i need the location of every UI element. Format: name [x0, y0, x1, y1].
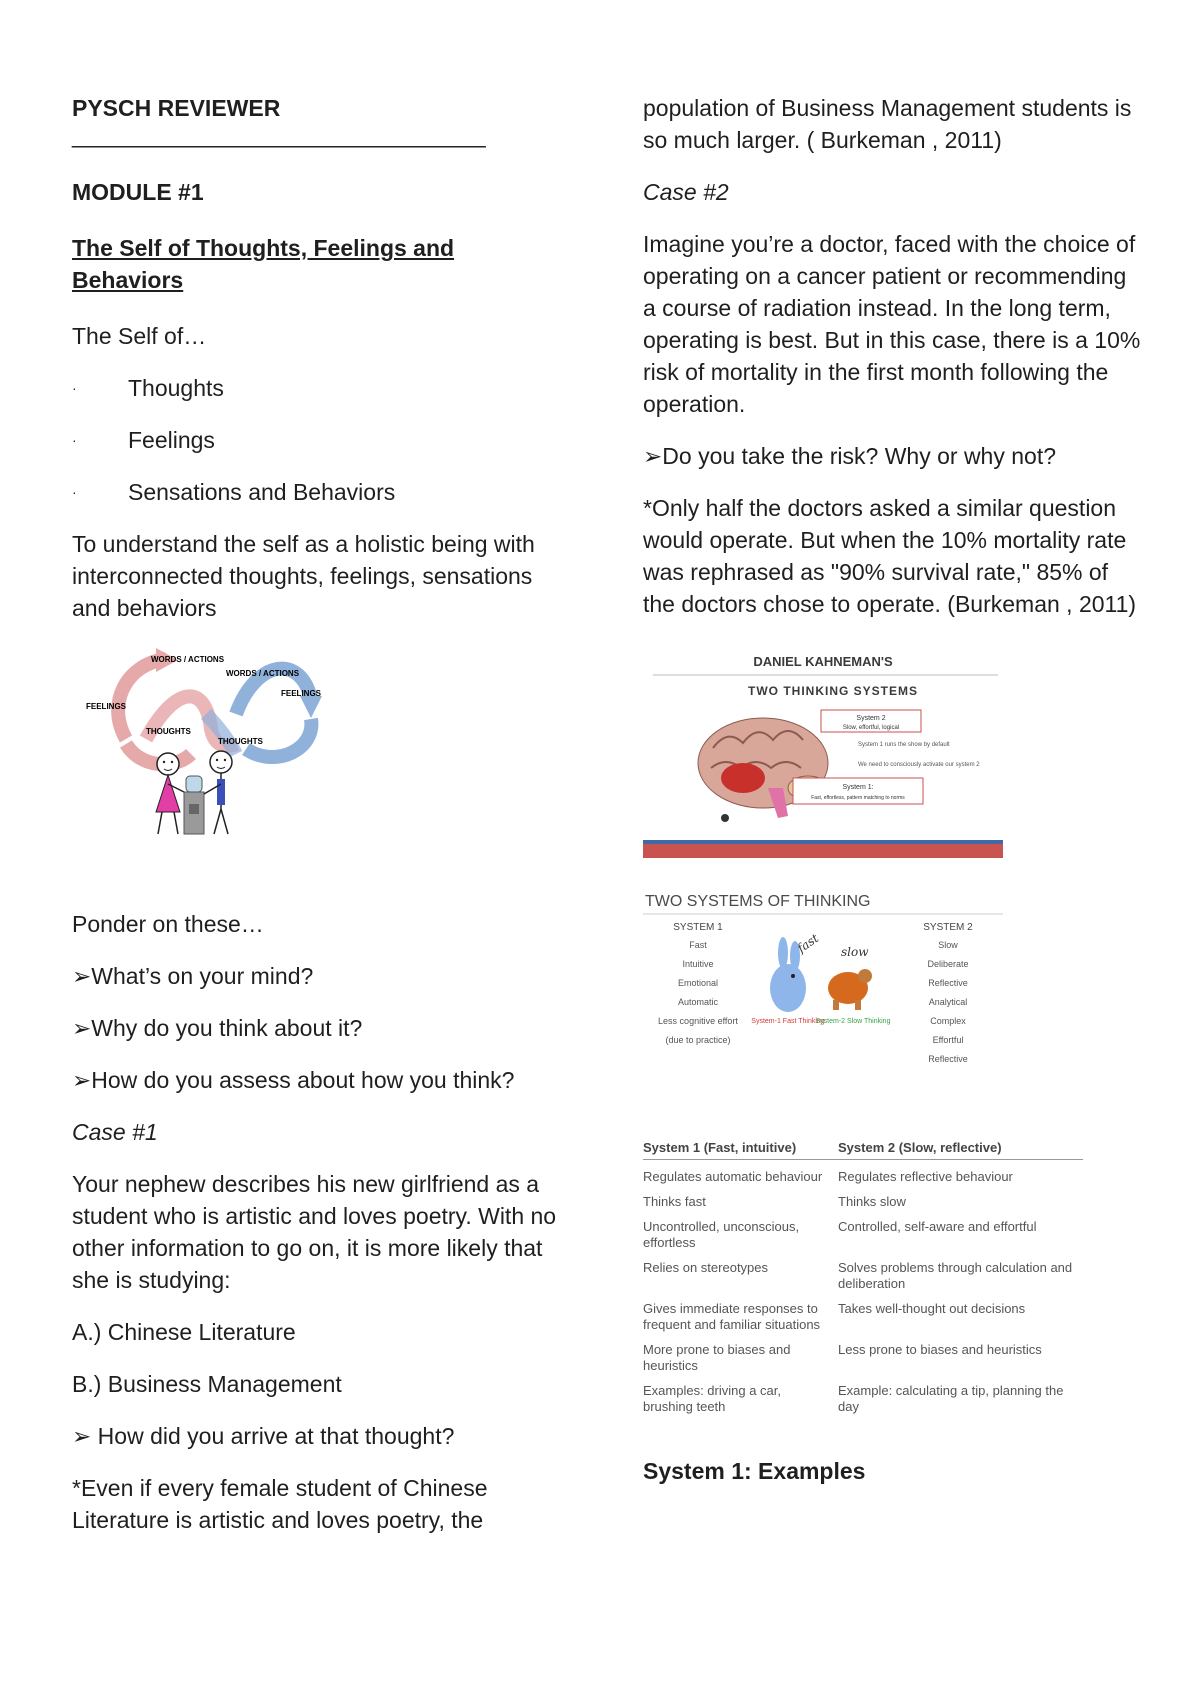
system2-trait: Deliberate: [927, 959, 969, 969]
thoughts-label: THOUGHTS: [218, 737, 263, 746]
table-cell: Thinks slow: [838, 1194, 906, 1209]
two-systems-figure: [643, 888, 1003, 1088]
case1-paragraph: Your nephew describes his new girlfriend as a student who is artistic and loves poetry. With no other information to go on, it is more likely that she is studying:: [72, 1171, 557, 1293]
banner-red: [643, 844, 1003, 858]
feelings-label: FEELINGS: [281, 689, 322, 698]
fast-word: fast: [794, 931, 822, 956]
case1-answer: *Even if every female student of Chinese Literature is artistic and loves poetry, the: [72, 1475, 488, 1533]
table-cell: Less prone to biases and heuristics: [838, 1342, 1042, 1357]
left-column: [72, 92, 572, 1536]
system2-trait: Reflective: [928, 1054, 968, 1064]
table-cell: Uncontrolled, unconscious, effortless: [643, 1219, 800, 1250]
turtle-icon: [828, 969, 872, 1010]
option-a: A.) Chinese Literature: [72, 1319, 296, 1345]
thoughts-label: THOUGHTS: [146, 727, 191, 736]
understand-paragraph: To understand the self as a holistic being with interconnected thoughts, feelings, sensations and behaviors: [72, 531, 535, 621]
banner-blue: [643, 840, 1003, 844]
table-cell: Regulates automatic behaviour: [643, 1169, 823, 1184]
table-row: [643, 1219, 1083, 1251]
title-rule: ___________________________________: [72, 122, 485, 148]
kahneman-subtitle: TWO THINKING SYSTEMS: [748, 684, 918, 698]
table-cell: Examples: driving a car, brushing teeth: [643, 1383, 782, 1414]
system1-desc: Fast, effortless, pattern matching to norms: [811, 795, 905, 801]
case2-paragraph: Imagine you’re a doctor, faced with the choice of operating on a cancer patient or recommending a course of radiation instead. In the long term, operating is best. But in this case, there is a 10% risk of mortality in the first month following the operation.: [643, 231, 1141, 417]
table-cell: Gives immediate responses to frequent and familiar situations: [643, 1301, 821, 1332]
case1-answer-continued: population of Business Management students is so much larger. ( Burkeman , 2011): [643, 95, 1132, 153]
system2-list: [927, 940, 968, 1064]
table-header-cell: System 1 (Fast, intuitive): [643, 1140, 797, 1155]
table-row: [643, 1194, 1083, 1210]
system2-desc: Slow, effortful, logical: [842, 725, 900, 731]
slow-word: slow: [841, 945, 869, 959]
question-item: ➢How do you assess about how you think?: [72, 1067, 515, 1093]
system1-heading: SYSTEM 1: [673, 922, 723, 933]
table-header: [643, 1140, 1083, 1160]
ponder-text: Ponder on these…: [72, 911, 264, 937]
system2-trait: Effortful: [932, 1035, 964, 1045]
table-cell: Regulates reflective behaviour: [838, 1169, 1013, 1184]
examples-heading: System 1: Examples: [643, 1458, 866, 1484]
thought-cycle-figure: [86, 644, 326, 854]
system1-trait: Fast: [689, 940, 707, 950]
system1-trait: Intuitive: [682, 959, 714, 969]
stick-figure-right: [204, 751, 232, 834]
question-item: ➢Why do you think about it?: [72, 1015, 363, 1041]
system2-trait: Complex: [930, 1016, 966, 1026]
table-cell: Relies on stereotypes: [643, 1260, 769, 1275]
comparison-table: [643, 1140, 1083, 1415]
section-heading: The Self of Thoughts, Feelings and Behaviors: [72, 235, 455, 293]
table-body: [643, 1169, 1083, 1415]
note-default: System 1 runs the show by default: [858, 742, 950, 748]
module-label: MODULE #1: [72, 179, 204, 205]
table-row: [643, 1260, 1083, 1292]
table-row: [643, 1342, 1083, 1374]
logo-icon: [721, 814, 729, 822]
kahneman-title: DANIEL KAHNEMAN'S: [753, 654, 893, 669]
table-cell: Solves problems through calculation and deliberation: [838, 1260, 1073, 1291]
case-label: Case #1: [72, 1119, 158, 1145]
note-activate: We need to consciously activate our system 2: [858, 762, 980, 768]
question-item: ➢What’s on your mind?: [72, 963, 314, 989]
system2-trait: Slow: [938, 940, 958, 950]
document-title: PYSCH REVIEWER: [72, 95, 281, 121]
table-cell: Takes well-thought out decisions: [838, 1301, 1026, 1316]
case-label: Case #2: [643, 179, 729, 205]
table-row: [643, 1301, 1083, 1333]
system2-trait: Reflective: [928, 978, 968, 988]
table-row: [643, 1169, 1083, 1185]
kahneman-figure: [643, 648, 1003, 858]
system1-trait: (due to practice): [665, 1035, 731, 1045]
table-cell: Thinks fast: [643, 1194, 706, 1209]
bullet-item: · Sensations and Behaviors: [72, 479, 396, 505]
system1-list: [658, 940, 738, 1045]
system2-trait: Analytical: [928, 997, 968, 1007]
case2-answer: *Only half the doctors asked a similar question would operate. But when the 10% mortality rate was rephrased as "90% survival rate," 85% of the doctors chose to operate. (Burkeman , 2011): [643, 495, 1137, 617]
arrow-head: [300, 696, 322, 718]
fast-caption: System-1 Fast Thinking: [751, 1018, 825, 1025]
slow-caption: System-2 Slow Thinking: [815, 1018, 891, 1025]
question-item: ➢Do you take the risk? Why or why not?: [643, 443, 1057, 469]
table-cell: Controlled, self-aware and effortful: [838, 1219, 1037, 1234]
bullet-item: · Feelings: [72, 427, 215, 453]
table-cell: More prone to biases and heuristics: [643, 1342, 791, 1373]
bullet-item: · Thoughts: [72, 375, 224, 401]
question-item: ➢ How did you arrive at that thought?: [72, 1423, 455, 1449]
option-b: B.) Business Management: [72, 1371, 342, 1397]
two-systems-title: TWO SYSTEMS OF THINKING: [645, 893, 871, 910]
feelings-label: FEELINGS: [86, 702, 127, 711]
table-row: [643, 1383, 1083, 1415]
words-actions-label: WORDS / ACTIONS: [151, 655, 225, 664]
system2-heading: SYSTEM 2: [923, 922, 973, 933]
system1-label: System 1:: [842, 784, 874, 791]
system1-trait: Automatic: [677, 997, 719, 1007]
words-actions-label: WORDS / ACTIONS: [226, 669, 300, 678]
system1-trait: Less cognitive effort: [658, 1016, 738, 1026]
system2-label: System 2: [856, 715, 886, 722]
right-column: [643, 92, 1143, 1487]
table-cell: Example: calculating a tip, planning the day: [838, 1383, 1064, 1414]
system1-trait: Emotional: [677, 978, 719, 988]
table-header-cell: System 2 (Slow, reflective): [838, 1140, 1002, 1155]
intro-text: The Self of…: [72, 323, 207, 349]
water-cooler: [184, 776, 204, 834]
